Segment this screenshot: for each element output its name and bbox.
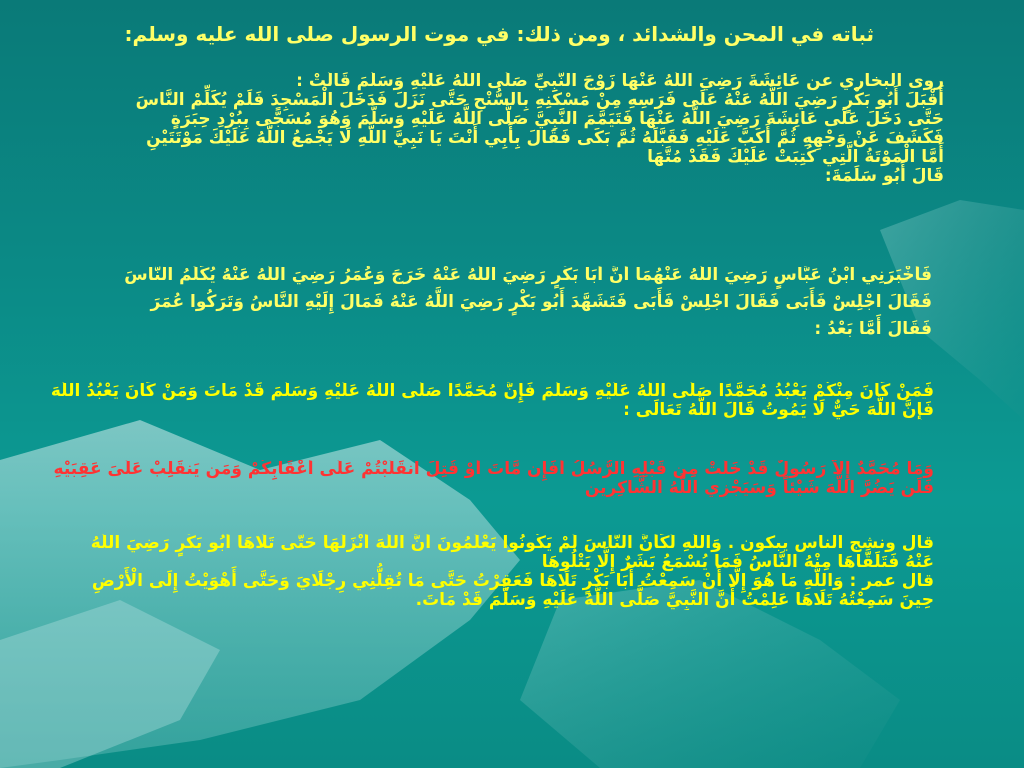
hadith-paragraph-1 <box>14 72 944 186</box>
text-line: فَإِنَّ اللَّهَ حَيٌّ لَا يَمُوتُ قَالَ اللَّهُ تَعَالَى : <box>623 400 934 420</box>
text-line: أَمَّا الْمَوْتَةُ الَّتِي كُتِبَتْ عَلَيْكَ فَقَدْ مُتَّهَا <box>647 147 944 167</box>
hadith-paragraph-3 <box>14 382 934 420</box>
text-line: حَتَّى دَخَلَ عَلَى عَائِشَةَ رَضِيَ اللَّهُ عَنْهَا فَتَيَمَّمَ النَّبِيَّ صَلَّى اللَّهُ عَلَيْهِ وَسَلَّمَ وَهُوَ مُسَجًّى بِبُرْدِ حِبَرَةٍ <box>170 109 944 129</box>
text-line: فَكَشَفَ عَنْ وَجْهِهِ ثُمَّ أَكَبَّ عَلَيْهِ فَقَبَّلَهُ ثُمَّ بَكَى فَقَالَ بِأَبِي أَنْتَ يَا نَبِيَّ اللَّهِ لَا يَجْمَعُ اللَّهُ عَلَيْكَ مَوْتَتَيْنِ <box>146 128 944 148</box>
text-line: حِينَ سَمِعْتُهُ تَلَاهَا عَلِمْتُ أَنَّ النَّبِيَّ صَلَّى اللَّهُ عَلَيْهِ وَسَلَّمَ قَدْ مَاتَ. <box>415 590 934 610</box>
text-line: قال عمر : وَاللَّهِ مَا هُوَ إِلَّا أَنْ سَمِعْتُ أَبَا بَكْرٍ تَلَاهَا فَعَقِرْتُ حَتَّى مَا تُقِلُّنِي رِجْلَايَ وَحَتَّى أَهْوَيْتُ إِلَى الْأَرْضِ <box>91 571 934 591</box>
slide-title: ثباته في المحن والشدائد ، ومن ذلك: في موت الرسول صلى الله عليه وسلم: <box>124 22 874 46</box>
text-line: فَقَالَ أَمَّا بَعْدُ : <box>814 319 932 339</box>
text-line: وَمَا مُحَمَّدٌ إِلاَّ رَسُولٌ قَدْ خَلَتْ مِن قَبْلِهِ الرُّسُلُ أَفَإِن مَّاتَ أَوْ قُتِلَ انقَلَبْتُمْ عَلَى أَعْقَابِكُمْ وَمَن يَنقَلِبْ عَلَىَ عَقِبَيْهِ <box>53 460 934 479</box>
text-line: عَنْهُ فَتَلَقَّاهَا مِنْهُ النَّاسُ فَمَا يُسْمَعُ بَشَرٌ إِلَّا يَتْلُوهَا <box>541 552 934 572</box>
text-line: روى البخاري عن عَائِشَةَ رَضِيَ اللَّهُ عَنْهَا زَوْجَ النَّبِيِّ صَلَّى اللَّهُ عَلَيْهِ وَسَلَّمَ قَالَتْ : <box>296 72 944 91</box>
text-line: فَلَن يَضُرَّ اللَّهَ شَيْئاً وَسَيَجْزِي اللَّهُ الشَّاكِرِين <box>584 478 934 498</box>
text-line: قال ونشج الناس يبكون . وَاللَّهِ لَكَأَنَّ النَّاسَ لَمْ يَكُونُوا يَعْلَمُونَ أَنَّ اللَّهَ أَنْزَلَهَا حَتَّى تَلَاهَا أَبُو بَكْرٍ رَضِيَ اللَّهُ <box>90 534 934 553</box>
text-line: قَالَ أَبُو سَلَمَةَ: <box>824 166 944 186</box>
quran-verse <box>14 460 934 498</box>
text-line: أَقْبَلَ أَبُو بَكْرٍ رَضِيَ اللَّهُ عَنْهُ عَلَى فَرَسِهِ مِنْ مَسْكَنِهِ بِالسُّنْحِ حَتَّى نَزَلَ فَدَخَلَ الْمَسْجِدَ فَلَمْ يُكَلِّمْ النَّاسَ <box>135 90 944 110</box>
hadith-paragraph-2 <box>12 266 932 339</box>
text-line: فَمَنْ كَانَ مِنْكُمْ يَعْبُدُ مُحَمَّدًا صَلَّى اللَّهُ عَلَيْهِ وَسَلَّمَ فَإِنَّ مُحَمَّدًا صَلَّى اللَّهُ عَلَيْهِ وَسَلَّمَ قَدْ مَاتَ وَمَنْ كَانَ يَعْبُدُ اللَّهَ <box>50 382 934 401</box>
hadith-paragraph-4 <box>14 534 934 610</box>
text-line: فَأَخْبَرَنِي ابْنُ عَبَّاسٍ رَضِيَ اللَّهُ عَنْهُمَا أَنَّ أَبَا بَكْرٍ رَضِيَ اللَّهُ عَنْهُ خَرَجَ وَعُمَرُ رَضِيَ اللَّهُ عَنْهُ يُكَلِّمُ النَّاسَ <box>124 266 932 285</box>
text-line: فَقَالَ اجْلِسْ فَأَبَى فَقَالَ اجْلِسْ فَأَبَى فَتَشَهَّدَ أَبُو بَكْرٍ رَضِيَ اللَّهُ عَنْهُ فَمَالَ إِلَيْهِ النَّاسُ وَتَرَكُوا عُمَرَ <box>150 292 932 312</box>
